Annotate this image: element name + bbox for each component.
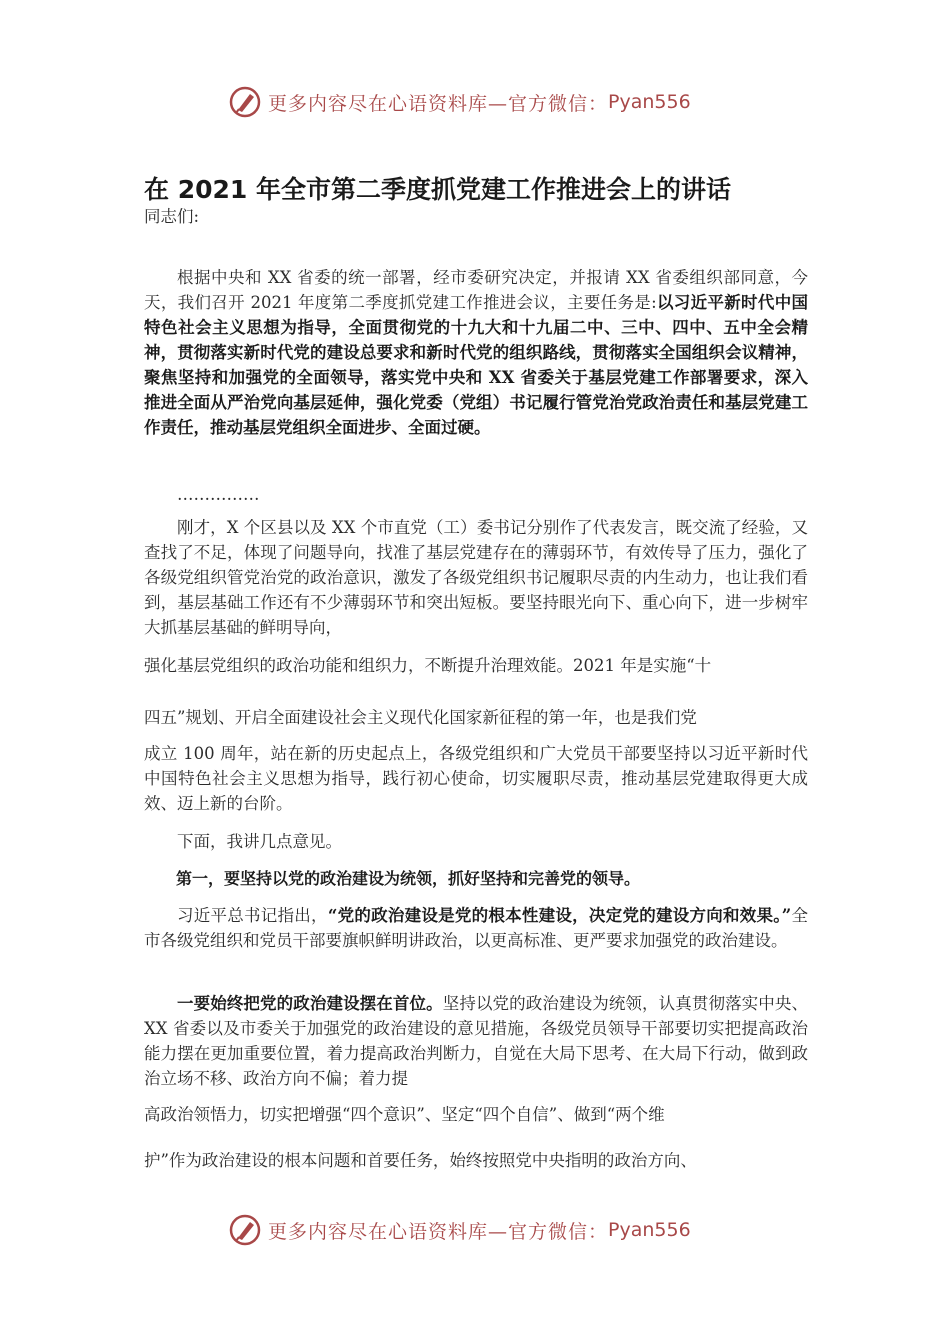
paragraph-4-quote: “党的政治建设是党的根本性建设，决定党的建设方向和效果。” xyxy=(327,906,792,925)
paragraph-5b: 高政治领悟力，切实把增强“四个意识”、坚定“四个自信”、做到“两个维 xyxy=(144,1105,665,1124)
watermark-footer xyxy=(228,1213,691,1247)
pen-logo-icon xyxy=(228,1213,262,1247)
paragraph-4 xyxy=(144,903,808,953)
salutation: 同志们: xyxy=(144,207,200,226)
paragraph-intro-text: 根据中央和 XX 省委的统一部署，经市委研究决定，并报请 XX 省委组织部同意，今天，我们召开 2021 年度第二季度抓党建工作推进会议，主要任务是: xyxy=(144,268,808,312)
paragraph-2d: 成立 100 周年，站在新的历史起点上，各级党组织和广大党员干部要坚持以习近平新时代中国特色社会主义思想为指导，践行初心使命，切实履职尽责，推动基层党建取得更大成效、迈上新的台阶。 xyxy=(144,744,808,813)
watermark-header xyxy=(228,85,691,119)
pen-logo-icon xyxy=(228,85,262,119)
paragraph-2b: 强化基层党组织的政治功能和组织力，不断提升治理效能。2021 年是实施“十 xyxy=(144,656,712,675)
paragraph-5-bold: 一要始终把党的政治建设摆在首位。 xyxy=(177,994,443,1013)
paragraph-intro xyxy=(144,265,808,440)
paragraph-5-text: 坚持以党的政治建设为统领，认真贯彻落实中央、XX 省委以及市委关于加强党的政治建设的意见措施，各级党员领导干部要切实把提高政治能力摆在更加重要位置，着力提高政治判断力，自觉在大局下思考、在大局下行动，做到政治立场不移、政治方向不偏；着力提 xyxy=(144,994,809,1088)
paragraph-4-post: 全市各级党组织和党员干部要旗帜鲜明讲政治，以更高标准、更严要求加强党的政治建设。 xyxy=(144,906,809,950)
paragraph-2a: 刚才，X 个区县以及 XX 个市直党（工）委书记分别作了代表发言，既交流了经验，又查找了不足，体现了问题导向，找准了基层党建存在的薄弱环节，有效传导了压力，强化了各级党组织管党治党的政治意识，激发了各级党组织书记履职尽责的内生动力，也让我们看到，基层基础工作还有不少薄弱环节和突出短板。要坚持眼光向下、重心向下，进一步树牢大抓基层基础的鲜明导向， xyxy=(144,518,808,637)
document-title: 在 2021 年全市第二季度抓党建工作推进会上的讲话 xyxy=(144,175,731,204)
paragraph-3: 下面，我讲几点意见。 xyxy=(177,832,342,851)
watermark-wechat-id: Pyan556 xyxy=(608,91,691,113)
section-heading-1: 第一，要坚持以党的政治建设为统领，抓好坚持和完善党的领导。 xyxy=(176,869,641,888)
watermark-text: 更多内容尽在心语资料库—官方微信： xyxy=(268,1220,609,1243)
paragraph-4-pre: 习近平总书记指出， xyxy=(177,906,328,925)
watermark-text: 更多内容尽在心语资料库—官方微信： xyxy=(268,92,609,115)
watermark-wechat-id: Pyan556 xyxy=(608,1219,691,1241)
paragraph-2c: 四五”规划、开启全面建设社会主义现代化国家新征程的第一年，也是我们党 xyxy=(144,708,697,727)
paragraph-5 xyxy=(144,991,808,1091)
paragraph-intro-bold: 以习近平新时代中国特色社会主义思想为指导，全面贯彻党的十九大和十九届二中、三中、四中、五中全会精神，贯彻落实新时代党的建设总要求和新时代党的组织路线，贯彻落实全国组织会议精神，聚焦坚持和加强党的全面领导，落实党中央和 XX 省委关于基层党建工作部署要求，深入推进全面从严治党向基层延伸，强化党委（党组）书记履行管党治党政治责任和基层党建工作责任，推动基层党组织全面进步、全面过硬。 xyxy=(144,293,809,437)
paragraph-5c: 护”作为政治建设的根本问题和首要任务，始终按照党中央指明的政治方向、 xyxy=(144,1151,697,1170)
ellipsis: …………… xyxy=(177,485,260,504)
